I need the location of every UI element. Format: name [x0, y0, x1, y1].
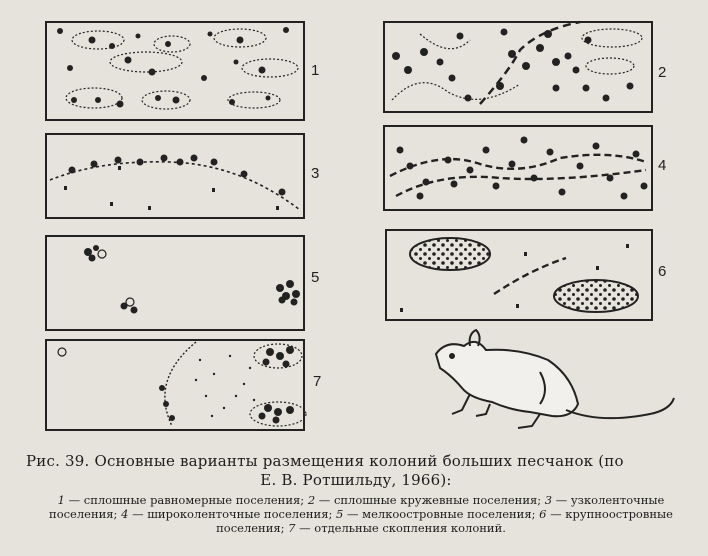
- legend-num-4: 4: [121, 507, 129, 521]
- svg-text:1: 1: [311, 62, 320, 79]
- panel-2: [384, 22, 666, 112]
- panel-4: [384, 126, 666, 210]
- caption-line-2: Е. В. Ротшильду, 1966):: [260, 471, 452, 489]
- panel-7: [46, 340, 321, 430]
- svg-text:6: 6: [658, 263, 667, 280]
- panel-1: [46, 22, 319, 120]
- legend-text-2: — сплошные кружевные поселения;: [315, 493, 545, 507]
- legend-num-7: 7: [288, 521, 296, 535]
- panel-3: [46, 134, 319, 218]
- panel-5: [46, 236, 319, 330]
- figure-caption: [26, 452, 686, 490]
- legend-text-3: — узколенточные поселения;: [49, 493, 665, 521]
- panel-6: [386, 230, 666, 320]
- svg-text:4: 4: [658, 157, 667, 174]
- svg-text:2: 2: [658, 64, 667, 81]
- legend-num-2: 2: [307, 493, 316, 507]
- svg-text:5: 5: [311, 269, 320, 286]
- gerbil-illustration: [436, 330, 674, 428]
- legend-text-7: — отдельные скопления колоний.: [295, 521, 506, 535]
- legend-text-1: — сплошные равномерные поселения;: [64, 493, 308, 507]
- legend-num-5: 5: [336, 507, 344, 521]
- legend-text-4: — широколенточные поселения;: [128, 507, 336, 521]
- svg-text:7: 7: [313, 373, 322, 390]
- legend-text-5: — мелкоостровные поселения;: [343, 507, 540, 521]
- caption-line-1: Рис. 39. Основные варианты размещения колоний больших песчанок (по: [26, 452, 624, 470]
- legend-num-1: 1: [57, 493, 65, 507]
- legend-num-6: 6: [539, 507, 547, 521]
- legend-text-6: — крупноостровные поселения;: [216, 507, 673, 535]
- legend-num-3: 3: [544, 493, 553, 507]
- svg-text:3: 3: [311, 165, 320, 182]
- figure-legend: [26, 493, 696, 535]
